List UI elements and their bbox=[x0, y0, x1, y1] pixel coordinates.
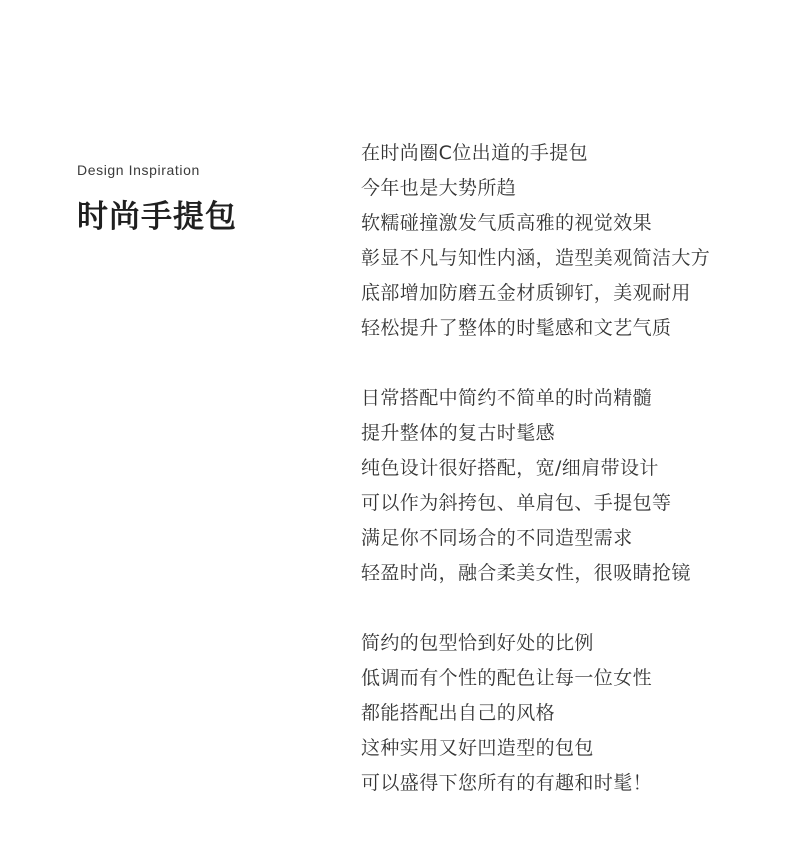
text-line: 简约的包型恰到好处的比例 bbox=[361, 632, 594, 654]
text-line: 在时尚圈C位出道的手提包 bbox=[361, 142, 589, 164]
heading-block bbox=[77, 159, 317, 237]
text-line: 这种实用又好凹造型的包包 bbox=[361, 737, 594, 759]
text-line: 软糯碰撞激发气质高雅的视觉效果 bbox=[361, 212, 653, 234]
text-line: 满足你不同场合的不同造型需求 bbox=[361, 527, 633, 549]
text-line: 低调而有个性的配色让每一位女性 bbox=[361, 667, 653, 689]
text-line: 底部增加防磨五金材质铆钉，美观耐用 bbox=[361, 282, 691, 304]
text-line: 可以作为斜挎包、单肩包、手提包等 bbox=[361, 492, 672, 514]
paragraph-2 bbox=[361, 381, 781, 591]
text-line: 今年也是大势所趋 bbox=[361, 177, 517, 199]
text-line: 纯色设计很好搭配，宽/细肩带设计 bbox=[361, 457, 659, 479]
text-line: 日常搭配中简约不简单的时尚精髓 bbox=[361, 387, 653, 409]
text-line: 轻盈时尚，融合柔美女性，很吸睛抢镜 bbox=[361, 562, 691, 584]
text-line: 可以盛得下您所有的有趣和时髦！ bbox=[361, 772, 653, 794]
paragraph-3 bbox=[361, 626, 781, 801]
text-line: 提升整体的复古时髦感 bbox=[361, 422, 556, 444]
page-title: 时尚手提包 bbox=[77, 199, 237, 235]
text-line: 都能搭配出自己的风格 bbox=[361, 702, 556, 724]
section-subtitle: Design Inspiration bbox=[77, 162, 200, 178]
text-line: 彰显不凡与知性内涵，造型美观简洁大方 bbox=[361, 247, 711, 269]
description-block bbox=[361, 136, 781, 801]
text-line: 轻松提升了整体的时髦感和文艺气质 bbox=[361, 317, 672, 339]
paragraph-1 bbox=[361, 136, 781, 346]
